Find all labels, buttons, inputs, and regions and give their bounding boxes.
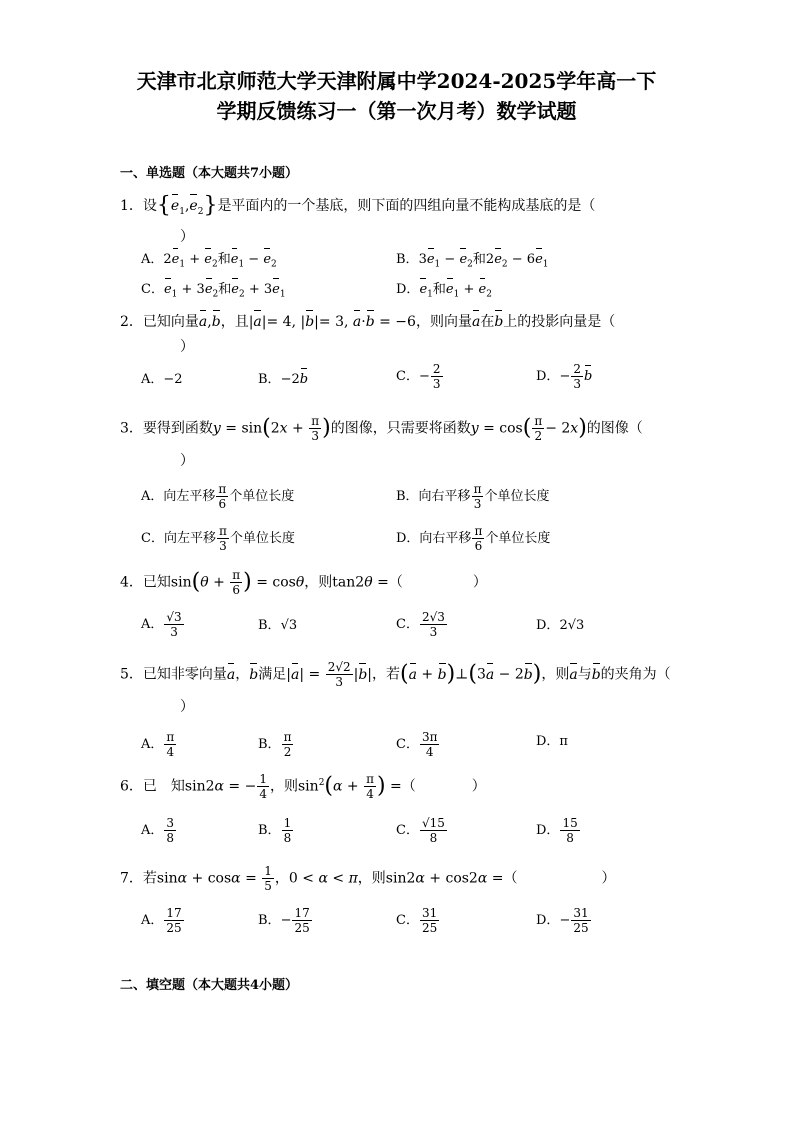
q5-option-c: C． $\frac{3\pi}{4}$ [396,730,438,759]
q3-option-d: D．向右平移 $\frac{\pi}{6}$ 个单位长度 [396,524,551,553]
question-1: 1．设$\{e_1,e_2\}$是平面内的一个基底，则下面的四组向量不能构成基底的是（ [120,193,596,218]
q2-option-d: D．− $\frac{2}{3}$ b [536,362,593,391]
q1-option-a: A．$2e_1 + e_2$和$e_1 - e_2$ [141,252,277,270]
question-3: 3．要得到函数y = sin(2x + $\frac{\pi}{3}$ )的图像，只需要将函数y = cos( $\frac{\pi}{2}$ − 2x)的图像（ [120,414,643,443]
q1-option-d: D．$e_1$和$e_1 + e_2$ [396,282,492,300]
question-6: 6．已 知sin2α = − $\frac{1}{4}$ ，则$\sin^2(\alpha$ + $\frac{\pi}{4}$ ) =（ ） [120,772,486,801]
q2-option-c: C．− $\frac{2}{3}$ [396,362,441,391]
question-4: 4．已知sin(θ + $\frac{\pi}{6}$ ) = cosθ，则tan2θ =（ ） [120,568,487,597]
q6-option-c: C． $\frac{√15}{8}$ [396,816,445,845]
question-5: 5．已知非零向量a，b满足|a| = $\frac{2√2}{3}$ |b|，若(a + b)⊥(3a − 2b)，则a与b的夹角为（ [120,660,671,689]
doc-title-line1: 天津市北京师范大学天津附属中学2024-2025学年高一下 [136,69,657,93]
doc-title-line2: 学期反馈练习一（第一次月考）数学试题 [216,99,577,123]
q7-option-b: B．− $\frac{17}{25}$ [258,906,310,935]
q4-option-c: C． $\frac{2√3}{3}$ [396,610,445,639]
q6-option-b: B． $\frac{1}{8}$ [258,816,292,845]
q4-option-a: A． $\frac{√3}{3}$ [141,610,182,639]
section-heading-fill-blank: 二、填空题（本大题共4小题） [120,978,299,993]
q6-option-a: A． $\frac{3}{8}$ [141,816,175,845]
q3-option-a: A．向左平移 $\frac{\pi}{6}$ 个单位长度 [141,482,295,511]
q4-option-b: B．√3 [258,618,298,633]
question-1-paren: ） [180,229,194,245]
q7-option-d: D．− $\frac{31}{25}$ [536,906,589,935]
q2-option-a: A．−2 [141,372,183,387]
q5-option-b: B． $\frac{\pi}{2}$ [258,730,292,759]
q7-option-a: A． $\frac{17}{25}$ [141,906,182,935]
question-2-paren: ） [180,339,194,355]
q2-option-b: B．−2b [258,370,308,390]
q5-option-d: D．π [536,734,568,749]
question-3-paren: ） [180,453,194,469]
question-5-paren: ） [180,699,194,715]
section-heading-single-choice: 一、单选题（本大题共7小题） [120,166,299,181]
q3-option-c: C．向左平移 $\frac{\pi}{3}$ 个单位长度 [141,524,295,553]
q5-option-a: A． $\frac{\pi}{4}$ [141,730,175,759]
q4-option-d: D．2√3 [536,618,585,633]
q6-option-d: D． $\frac{15}{8}$ [536,816,578,845]
q7-option-c: C． $\frac{31}{25}$ [396,906,438,935]
question-2: 2．已知向量a,b，且|a|= 4, |b|= 3, a·b = −6，则向量a在b上的投影向量是（ [120,314,616,330]
q1-option-b: B．$3e_1 - e_2$和$2e_2 - 6e_1$ [396,252,549,270]
q3-option-b: B．向右平移 $\frac{\pi}{3}$ 个单位长度 [396,482,550,511]
q1-option-c: C．$e_1 + 3e_2$和$e_2 + 3e_1$ [141,282,286,300]
question-7: 7．若sinα + cosα = $\frac{1}{5}$ ，0 < α < π，则sin2α + cos2α =（ ） [120,864,616,893]
